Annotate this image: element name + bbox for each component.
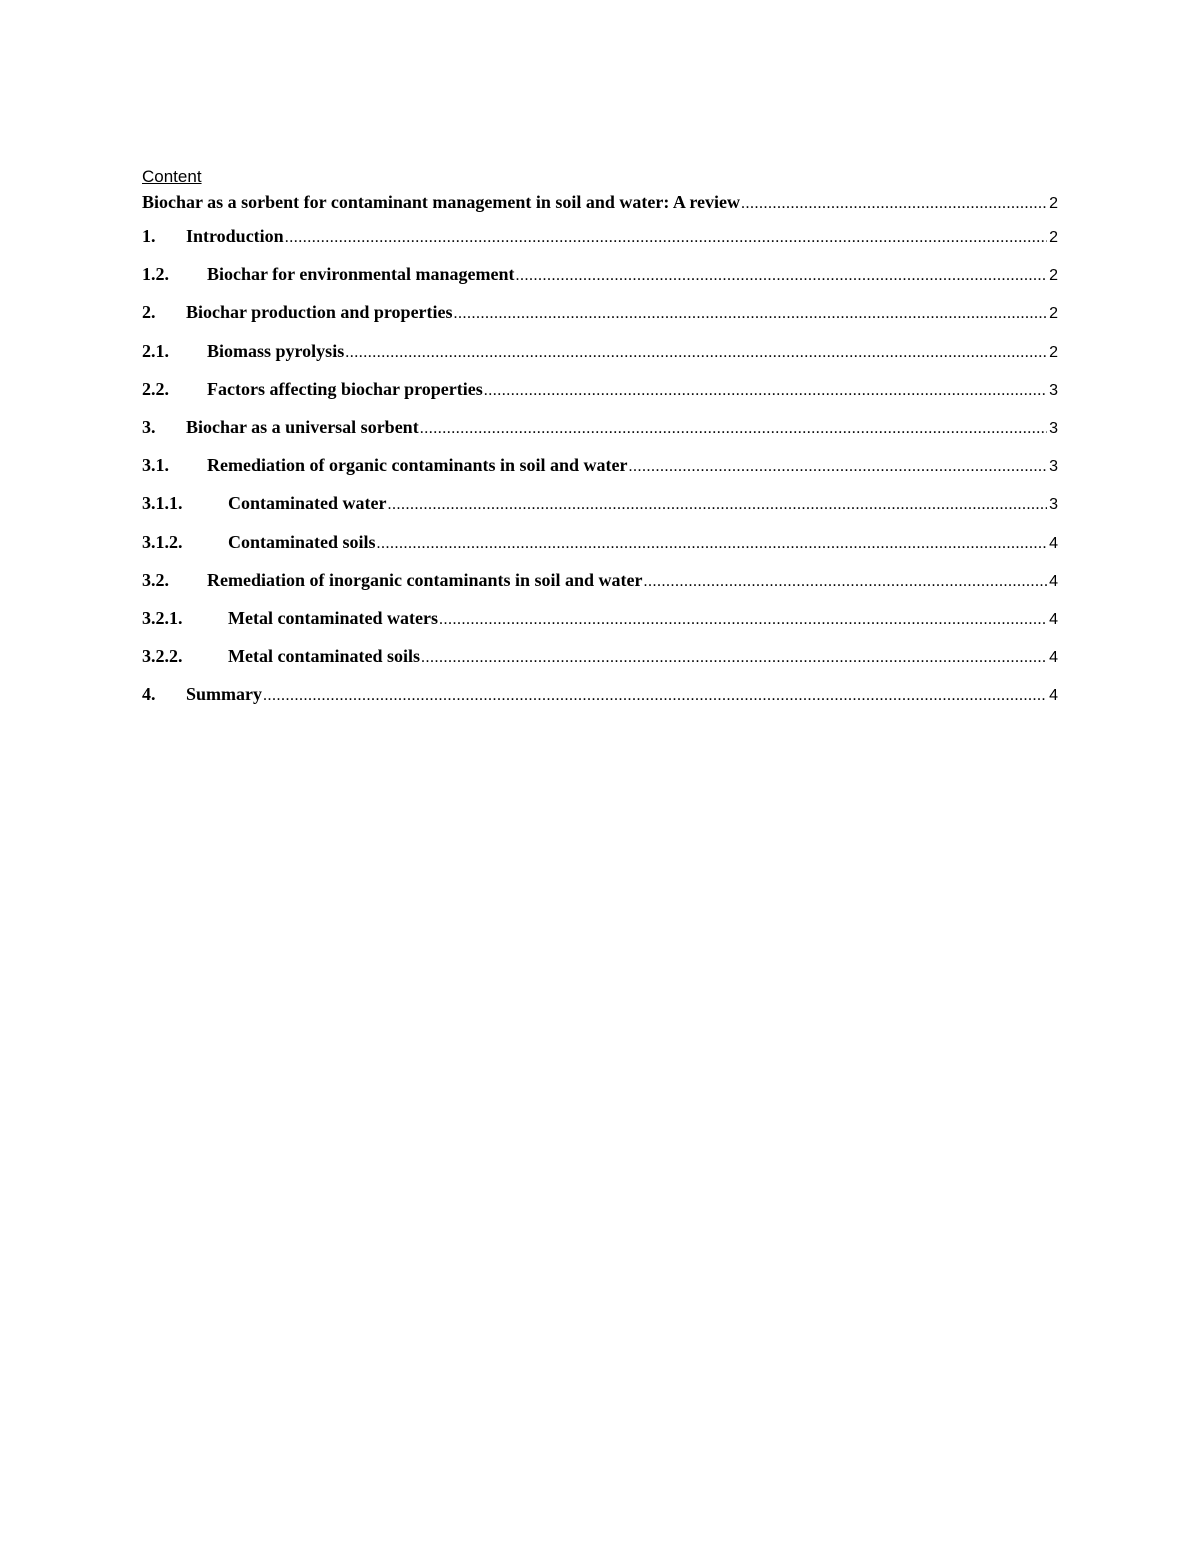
toc-entry[interactable] (142, 493, 1058, 531)
toc-entry[interactable] (142, 379, 1058, 417)
toc-entry-page-number: 4 (1049, 610, 1058, 628)
toc-entry-page-number: 2 (1049, 267, 1058, 285)
toc-dot-leader (515, 267, 1047, 285)
toc-entry-page-number: 3 (1049, 381, 1058, 399)
toc-entry-page-number: 4 (1049, 572, 1058, 590)
toc-entry-number: 3.1. (142, 455, 169, 476)
toc-dot-leader (377, 535, 1048, 553)
toc-dot-leader (741, 195, 1047, 213)
toc-dot-leader (421, 649, 1047, 667)
toc-entry-page-number: 2 (1049, 343, 1058, 361)
toc-entry-number: 2.1. (142, 340, 169, 361)
toc-entry[interactable] (142, 570, 1058, 608)
toc-entry-page-number: 3 (1049, 458, 1058, 476)
toc-entry[interactable] (142, 226, 1058, 264)
toc-entry-title: Biochar as a sorbent for contaminant management in soil and water: A review (142, 192, 740, 212)
toc-dot-leader (644, 573, 1048, 591)
toc-dot-leader (484, 382, 1047, 400)
toc-entry-title: Biochar production and properties (186, 302, 453, 323)
toc-entry[interactable] (142, 455, 1058, 493)
toc-entry-page-number: 2 (1049, 229, 1058, 246)
toc-dot-leader (387, 496, 1047, 514)
toc-list (142, 192, 1058, 722)
toc-entry-title: Contaminated soils (228, 531, 376, 552)
toc-entry-number: 3.2.1. (142, 607, 183, 628)
toc-entry-page-number: 2 (1049, 305, 1058, 323)
toc-entry-number: 1.2. (142, 264, 169, 285)
toc-entry-title: Metal contaminated waters (228, 607, 438, 628)
toc-entry[interactable] (142, 608, 1058, 646)
toc-entry-page-number: 3 (1049, 496, 1058, 514)
toc-entry-title: Remediation of organic contaminants in soil and water (207, 455, 628, 476)
toc-entry[interactable] (142, 646, 1058, 684)
toc-entry-title: Introduction (186, 226, 284, 246)
toc-dot-leader (345, 344, 1047, 362)
toc-entry-number: 3.2.2. (142, 646, 183, 667)
toc-dot-leader (285, 229, 1047, 247)
toc-dot-leader (439, 611, 1047, 629)
toc-entry-title: Biomass pyrolysis (207, 340, 345, 361)
toc-entry[interactable] (142, 417, 1058, 455)
toc-entry-page-number: 4 (1049, 687, 1058, 705)
toc-entry[interactable] (142, 532, 1058, 570)
toc-entry-page-number: 3 (1049, 419, 1058, 437)
toc-entry-title: Metal contaminated soils (228, 646, 420, 667)
toc-entry-number: 3.1.2. (142, 531, 183, 552)
toc-entry-title: Factors affecting biochar properties (207, 378, 483, 399)
toc-entry-number: 4. (142, 684, 156, 705)
toc-entry-page-number: 4 (1049, 649, 1058, 667)
toc-heading: Content (142, 167, 202, 186)
toc-entry-title: Biochar as a universal sorbent (186, 416, 419, 437)
toc-entry-title: Biochar for environmental management (207, 264, 515, 285)
toc-entry-number: 2.2. (142, 378, 169, 399)
toc-dot-leader (263, 687, 1047, 705)
toc-dot-leader (420, 420, 1047, 438)
toc-entry-page-number: 2 (1049, 195, 1058, 212)
toc-entry-title: Remediation of inorganic contaminants in soil and water (207, 569, 643, 590)
toc-entry[interactable] (142, 684, 1058, 722)
toc-entry-page-number: 4 (1049, 534, 1058, 552)
toc-entry[interactable] (142, 192, 1058, 226)
toc-dot-leader (629, 458, 1048, 476)
toc-entry-title: Contaminated water (228, 493, 387, 514)
toc-entry-number: 1. (142, 226, 156, 246)
toc-entry-number: 2. (142, 302, 156, 323)
toc-entry[interactable] (142, 341, 1058, 379)
table-of-contents (142, 166, 1058, 722)
toc-entry[interactable] (142, 302, 1058, 340)
toc-entry[interactable] (142, 264, 1058, 302)
toc-entry-number: 3.1.1. (142, 493, 183, 514)
toc-entry-number: 3.2. (142, 569, 169, 590)
toc-entry-number: 3. (142, 416, 156, 437)
toc-dot-leader (454, 305, 1048, 323)
toc-entry-title: Summary (186, 684, 262, 705)
